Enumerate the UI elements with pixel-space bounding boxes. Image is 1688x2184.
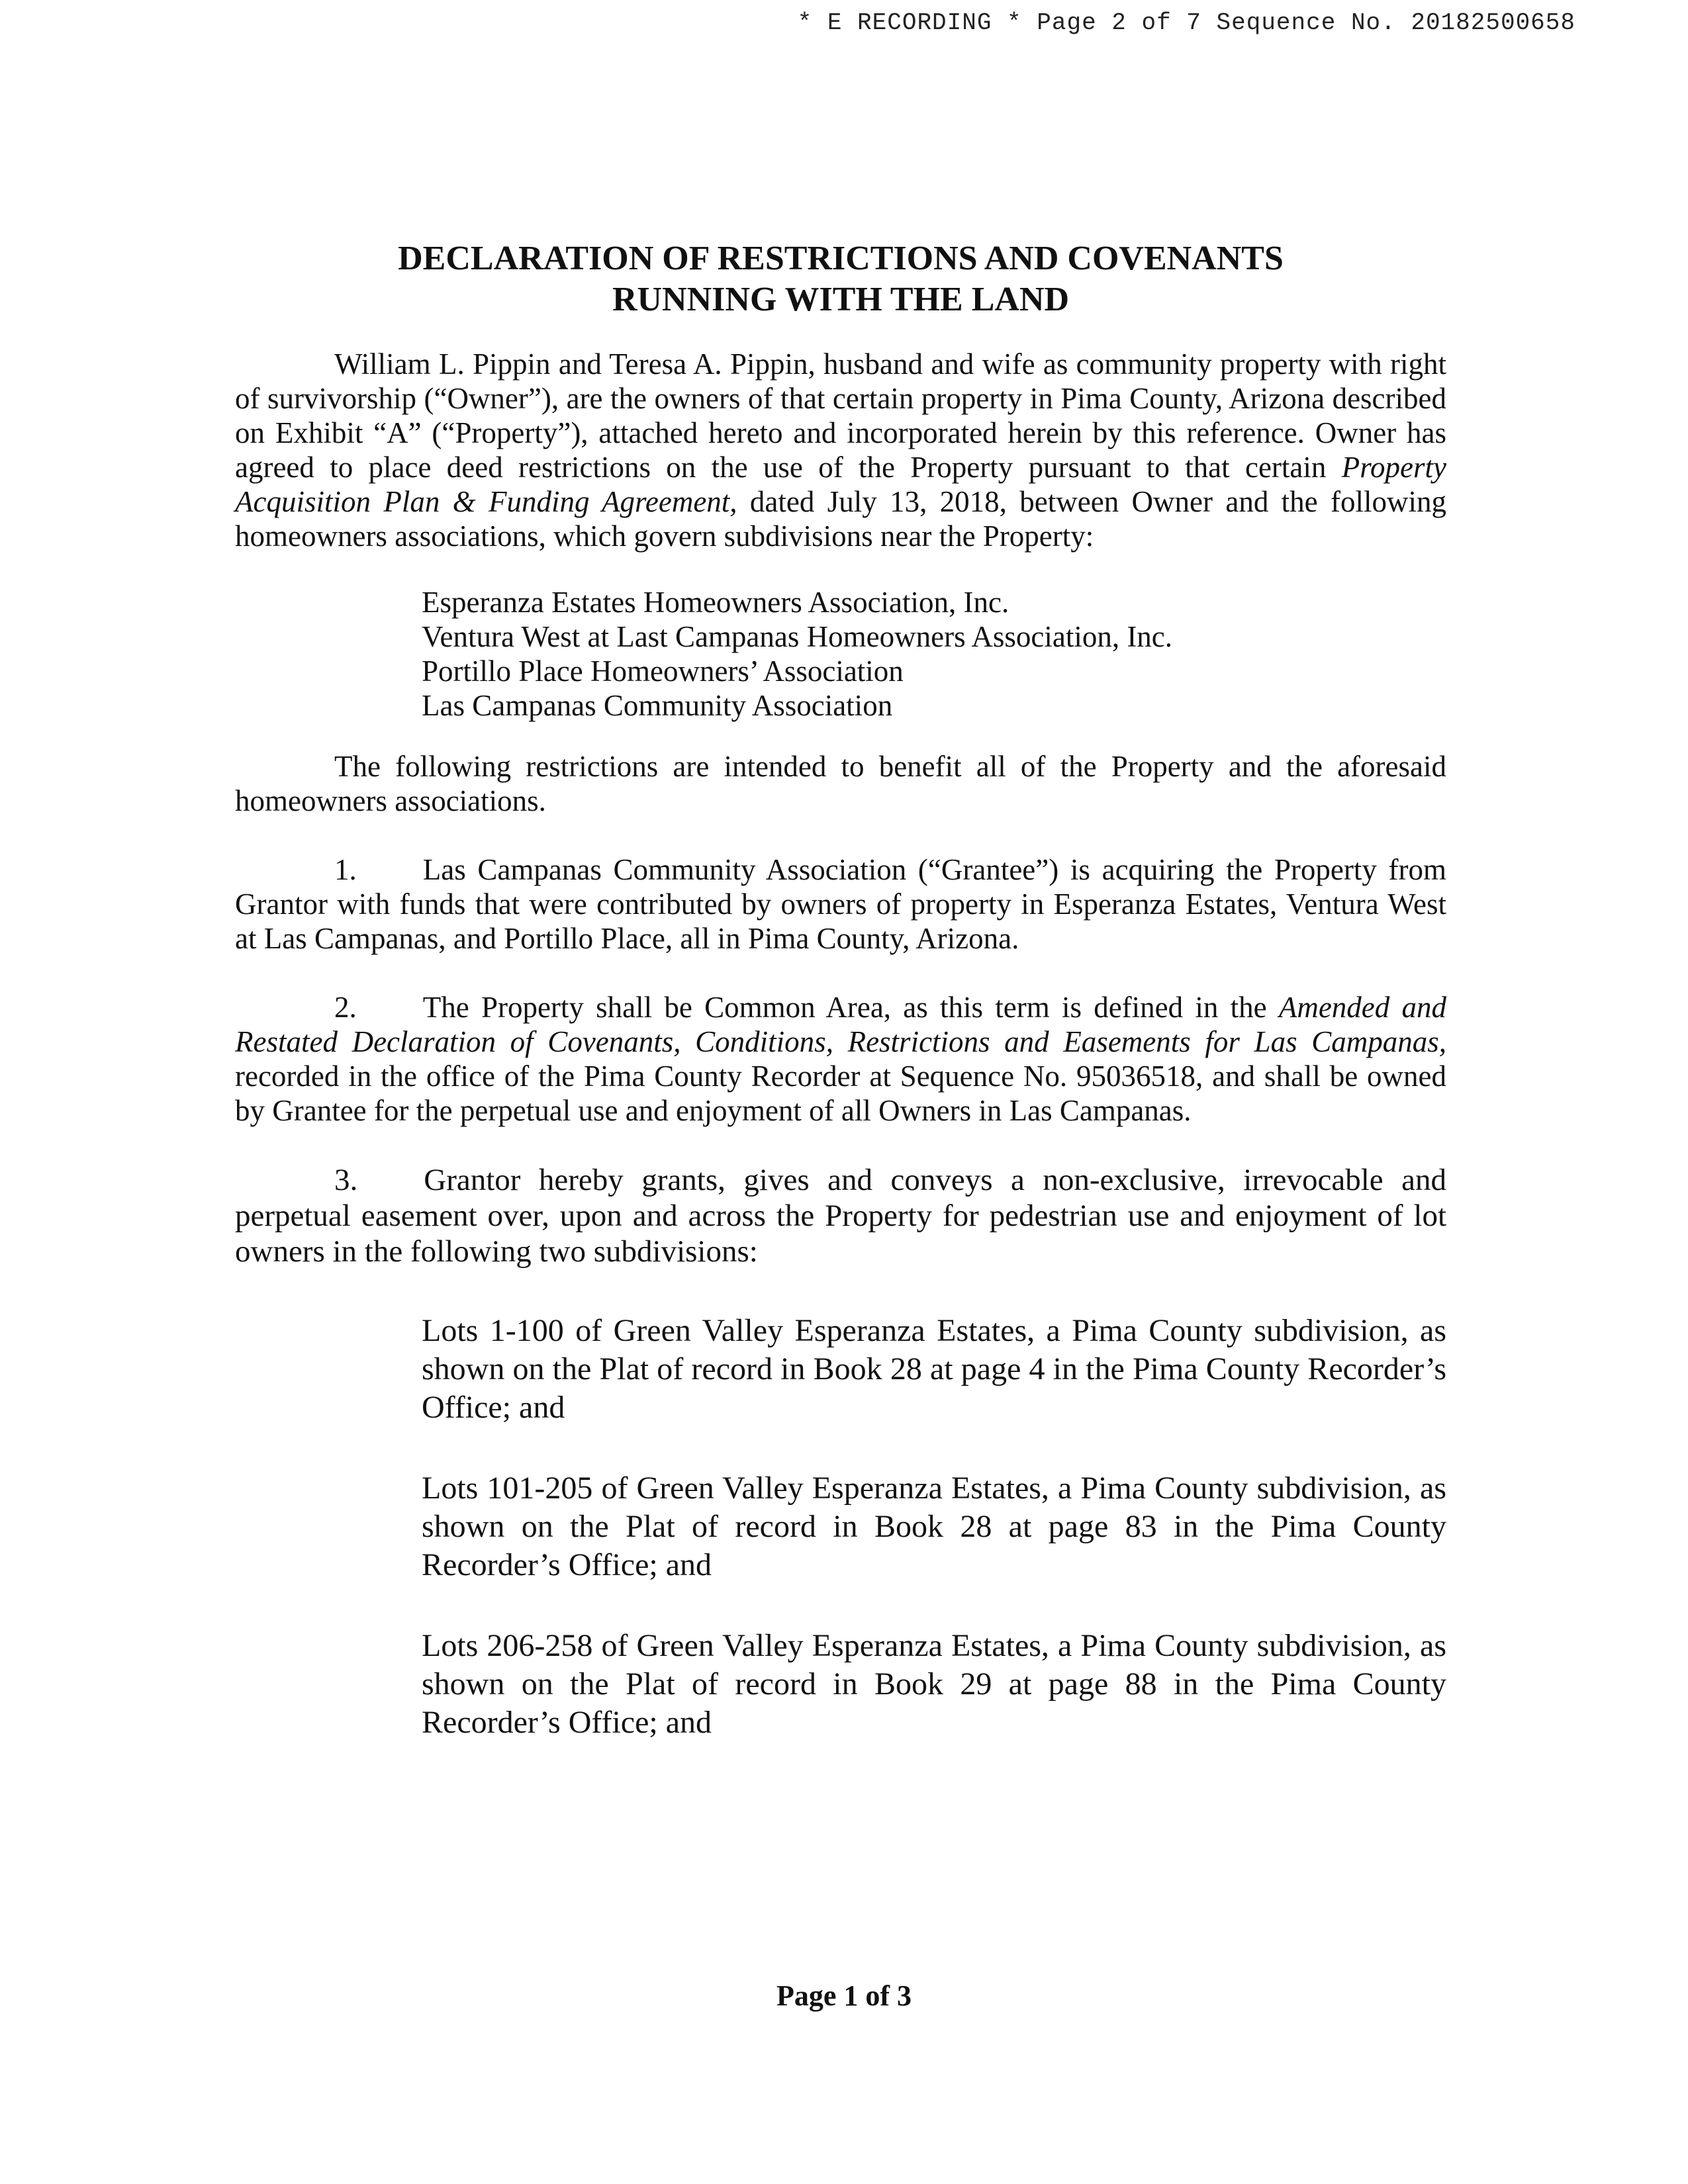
intro-text-b: dated July 13, 2018, between Owner and the following homeowners associations, which govern subdivisions near the Property: xyxy=(235,485,1446,553)
subdivision-description: Lots 1-100 of Green Valley Esperanza Estates, a Pima County subdivision, as shown on the Plat of record in Book 28 at page 4 in the Pima County Recorder’s Office; and xyxy=(422,1313,1446,1425)
document-body xyxy=(235,238,1446,1742)
item-2-declaration-title: Amended and Restated Declaration of Covenants, Conditions, Restrictions and Easements for Las Campanas, xyxy=(235,991,1446,1058)
item-1-paragraph xyxy=(235,852,1446,956)
title-line-2: RUNNING WITH THE LAND xyxy=(612,281,1070,318)
intro-text-a: William L. Pippin and Teresa A. Pippin, husband and wife as community property with right of survivorship (“Owner”), are the owners of that certain property in Pima County, Arizona described on Exhibit “A” (“Property”), attached hereto and incorporated herein by this reference. Owner has agreed to place deed restrictions on the use of the Property pursuant to that certain xyxy=(235,347,1446,484)
document-title xyxy=(235,238,1446,320)
association-item: Esperanza Estates Homeowners Association, Inc. xyxy=(422,586,1009,619)
title-line-1: DECLARATION OF RESTRICTIONS AND COVENANTS xyxy=(398,240,1284,277)
item-3-text: Grantor hereby grants, gives and conveys a non-exclusive, irrevocable and perpetual easement over, upon and across the Property for pedestrian use and enjoyment of lot owners in the following two subdivisions: xyxy=(235,1163,1446,1269)
page-number: Page 1 of 3 xyxy=(776,1979,912,2012)
association-item: Ventura West at Last Campanas Homeowners Association, Inc. xyxy=(422,620,1173,653)
item-1-text: Las Campanas Community Association (“Grantee”) is acquiring the Property from Grantor with funds that were contributed by owners of property in Esperanza Estates, Ventura West at Las Campanas, and Portillo Place, all in Pima County, Arizona. xyxy=(235,853,1446,955)
item-2-number: 2. xyxy=(334,991,357,1024)
item-2-text-b: recorded in the office of the Pima County Recorder at Sequence No. 95036518, and shall be owned by Grantee for the perpetual use and enjoyment of all Owners in Las Campanas. xyxy=(235,1060,1446,1127)
intro-paragraph xyxy=(235,347,1446,553)
item-2-text-a: The Property shall be Common Area, as this term is defined in the xyxy=(422,991,1279,1024)
item-3-paragraph xyxy=(235,1162,1446,1269)
item-1-number: 1. xyxy=(334,853,357,886)
item-2-paragraph xyxy=(235,990,1446,1128)
association-item: Las Campanas Community Association xyxy=(422,689,893,722)
association-list xyxy=(235,585,1446,723)
item-3-number: 3. xyxy=(334,1163,358,1197)
association-item: Portillo Place Homeowners’ Association xyxy=(422,655,904,688)
intro-agreement-title: Property Acquisition Plan & Funding Agreement, xyxy=(235,451,1446,518)
subdivision-description: Lots 206-258 of Green Valley Esperanza Estates, a Pima County subdivision, as shown on the Plat of record in Book 29 at page 88 in the Pima County Recorder’s Office; and xyxy=(422,1628,1446,1740)
subdivision-description: Lots 101-205 of Green Valley Esperanza Estates, a Pima County subdivision, as shown on the Plat of record in Book 28 at page 83 in the Pima County Recorder’s Office; and xyxy=(422,1471,1446,1582)
benefit-paragraph: The following restrictions are intended to benefit all of the Property and the aforesaid homeowners associations. xyxy=(235,750,1446,817)
recording-stamp: * E RECORDING * Page 2 of 7 Sequence No. 20182500658 xyxy=(797,9,1575,36)
